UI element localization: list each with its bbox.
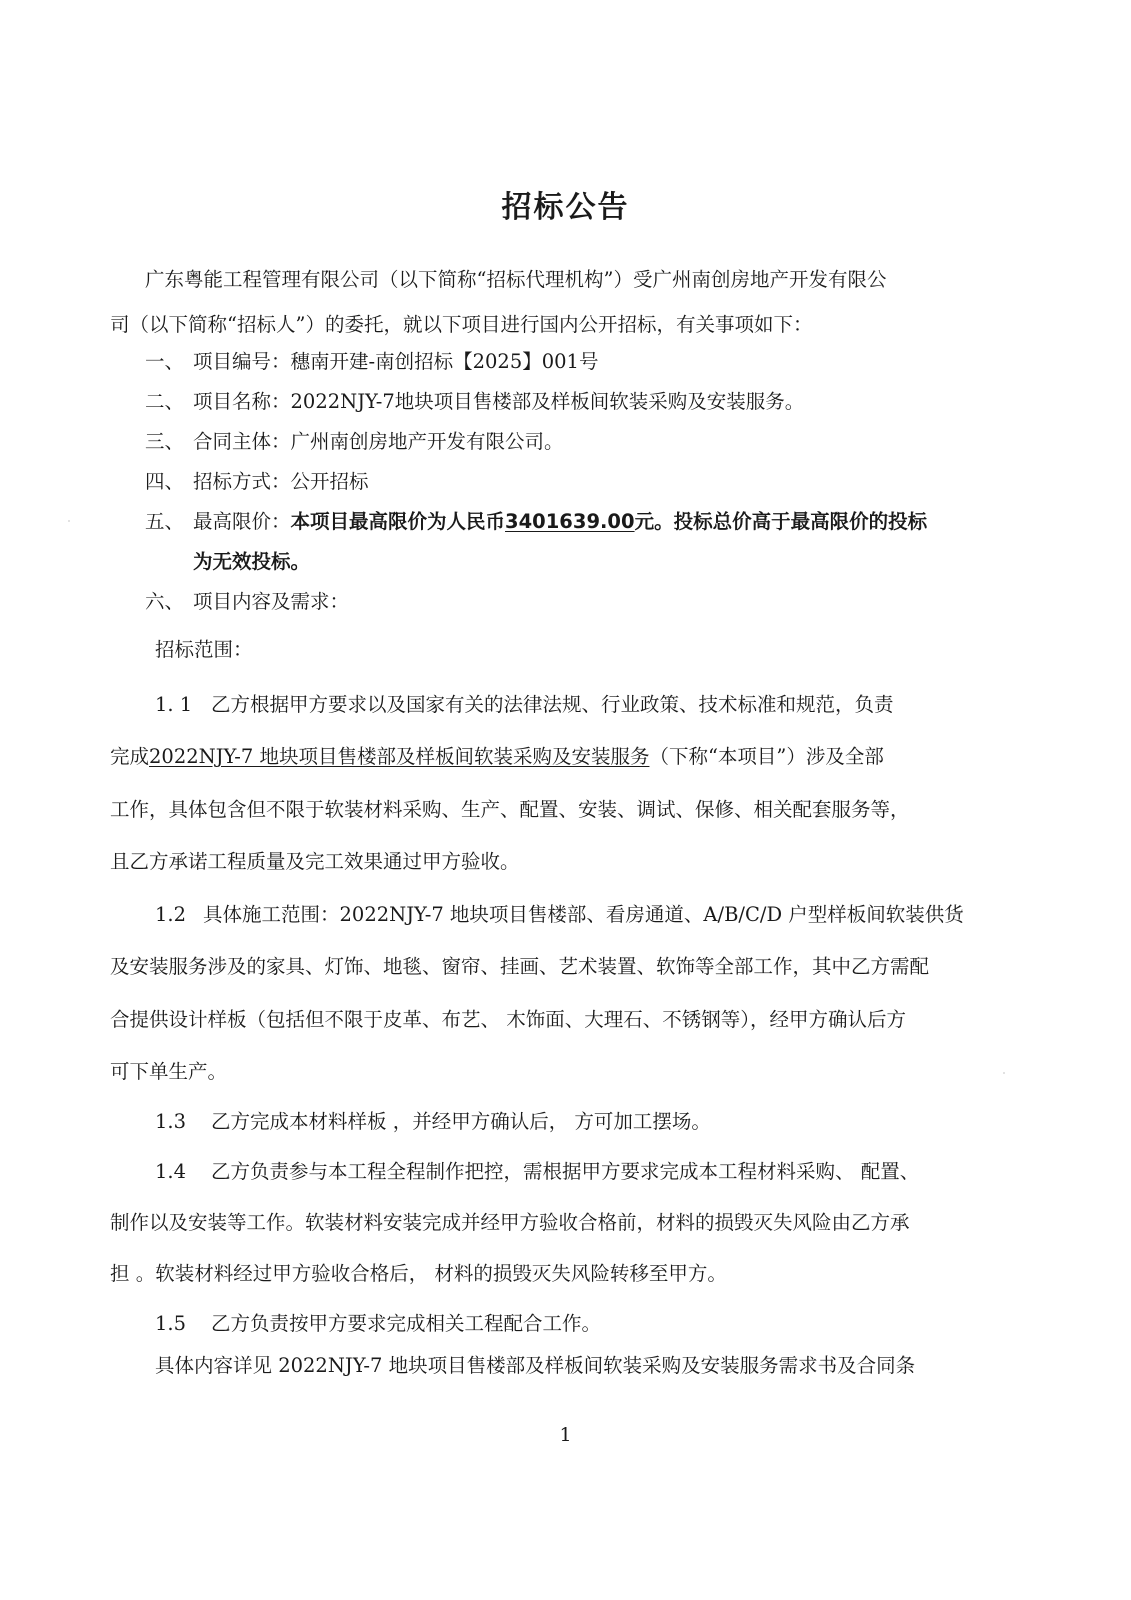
clause-number: 1.2 <box>155 903 187 926</box>
clause-number: 1.3 <box>155 1110 187 1133</box>
clause-text: 具体施工范围：2022NJY-7 地块项目售楼部、看房通道、A/B/C/D 户型样板间软装供货 <box>203 903 964 926</box>
item-label: 最高限价： <box>193 510 291 533</box>
clause-1-4-line-1 <box>155 1162 919 1182</box>
max-price-amount: 3401639.00 <box>505 510 635 533</box>
intro-line-2: 司（以下简称“招标人”）的委托，就以下项目进行国内公开招标，有关事项如下： <box>110 313 813 336</box>
item-value: 穗南开建-南创招标【2025】001号 <box>290 350 599 373</box>
clause-text: 乙方根据甲方要求以及国家有关的法律法规、行业政策、技术标准和规范，负责 <box>211 693 894 716</box>
item-number: 四、 <box>145 470 185 493</box>
item-number: 二、 <box>145 390 185 413</box>
scope-heading: 招标范围： <box>155 638 253 661</box>
clause-1-1-line-1 <box>155 695 894 715</box>
item-project-name <box>145 392 804 412</box>
item-label: 招标方式： <box>193 470 291 493</box>
page-number: 1 <box>559 1424 572 1446</box>
item-label: 项目名称： <box>193 390 291 413</box>
item-contract-party <box>145 432 564 452</box>
document-title: 招标公告 <box>501 190 630 225</box>
clause-text: 乙方负责参与本工程全程制作把控，需根据甲方要求完成本工程材料采购、 配置、 <box>211 1160 920 1183</box>
clause-1-1-line-3: 工作，具体包含但不限于软装材料采购、生产、配置、安装、调试、保修、相关配套服务等， <box>110 798 910 821</box>
clause-project-name: 2022NJY-7 地块项目售楼部及样板间软装采购及安装服务 <box>149 745 650 768</box>
max-price-text-after: 元。投标总价高于最高限价的投标 <box>634 510 928 533</box>
item-number: 六、 <box>145 590 185 613</box>
item-value: 2022NJY-7地块项目售楼部及样板间软装采购及安装服务。 <box>290 390 805 413</box>
item-label: 项目编号： <box>193 350 291 373</box>
clause-1-4-line-2: 制作以及安装等工作。软装材料安装完成并经甲方验收合格前，材料的损毁灭失风险由乙方承 <box>110 1211 910 1234</box>
max-price-line-2: 为无效投标。 <box>193 550 311 573</box>
clause-number: 1.5 <box>155 1312 187 1335</box>
clause-1-2-line-3: 合提供设计样板（包括但不限于皮革、布艺、 木饰面、大理石、不锈钢等），经甲方确认后方 <box>110 1008 906 1031</box>
clause-1-1-line-2 <box>110 747 884 767</box>
clause-text: 乙方完成本材料样板 ，并经甲方确认后， 方可加工摆场。 <box>211 1110 711 1133</box>
scan-speck <box>68 520 70 522</box>
clause-1-4-line-3: 担 。软装材料经过甲方验收合格后， 材料的损毁灭失风险转移至甲方。 <box>110 1262 727 1285</box>
scan-speck <box>1003 1072 1005 1074</box>
max-price-text-before: 本项目最高限价为人民币 <box>290 510 506 533</box>
item-project-number <box>145 352 598 372</box>
clause-text-prefix: 完成 <box>110 745 150 768</box>
item-label: 项目内容及需求： <box>193 590 350 613</box>
item-value: 广州南创房地产开发有限公司。 <box>290 430 564 453</box>
item-label: 合同主体： <box>193 430 291 453</box>
item-tender-method <box>145 472 369 492</box>
clause-1-2-line-2: 及安装服务涉及的家具、灯饰、地毯、窗帘、挂画、艺术装置、软饰等全部工作，其中乙方需配 <box>110 955 930 978</box>
clause-1-5-line-1 <box>155 1314 601 1334</box>
intro-line-1: 广东粤能工程管理有限公司（以下简称“招标代理机构”）受广州南创房地产开发有限公 <box>145 268 887 291</box>
clause-1-2-line-4: 可下单生产。 <box>110 1060 228 1083</box>
clause-text-suffix: （下称“本项目”）涉及全部 <box>649 745 884 768</box>
item-number: 一、 <box>145 350 185 373</box>
item-number: 三、 <box>145 430 185 453</box>
clause-1-1-line-4: 且乙方承诺工程质量及完工效果通过甲方验收。 <box>110 850 520 873</box>
item-value: 公开招标 <box>290 470 369 493</box>
clause-1-3-line-1 <box>155 1112 711 1132</box>
item-max-price <box>145 512 927 532</box>
clause-number: 1.4 <box>155 1160 187 1183</box>
closing-line: 具体内容详见 2022NJY-7 地块项目售楼部及样板间软装采购及安装服务需求书及合同条 <box>155 1354 916 1377</box>
item-project-content <box>145 592 349 612</box>
clause-text: 乙方负责按甲方要求完成相关工程配合工作。 <box>211 1312 602 1335</box>
clause-1-2-line-1 <box>155 905 964 925</box>
item-number: 五、 <box>145 510 185 533</box>
clause-number: 1. 1 <box>155 693 193 716</box>
